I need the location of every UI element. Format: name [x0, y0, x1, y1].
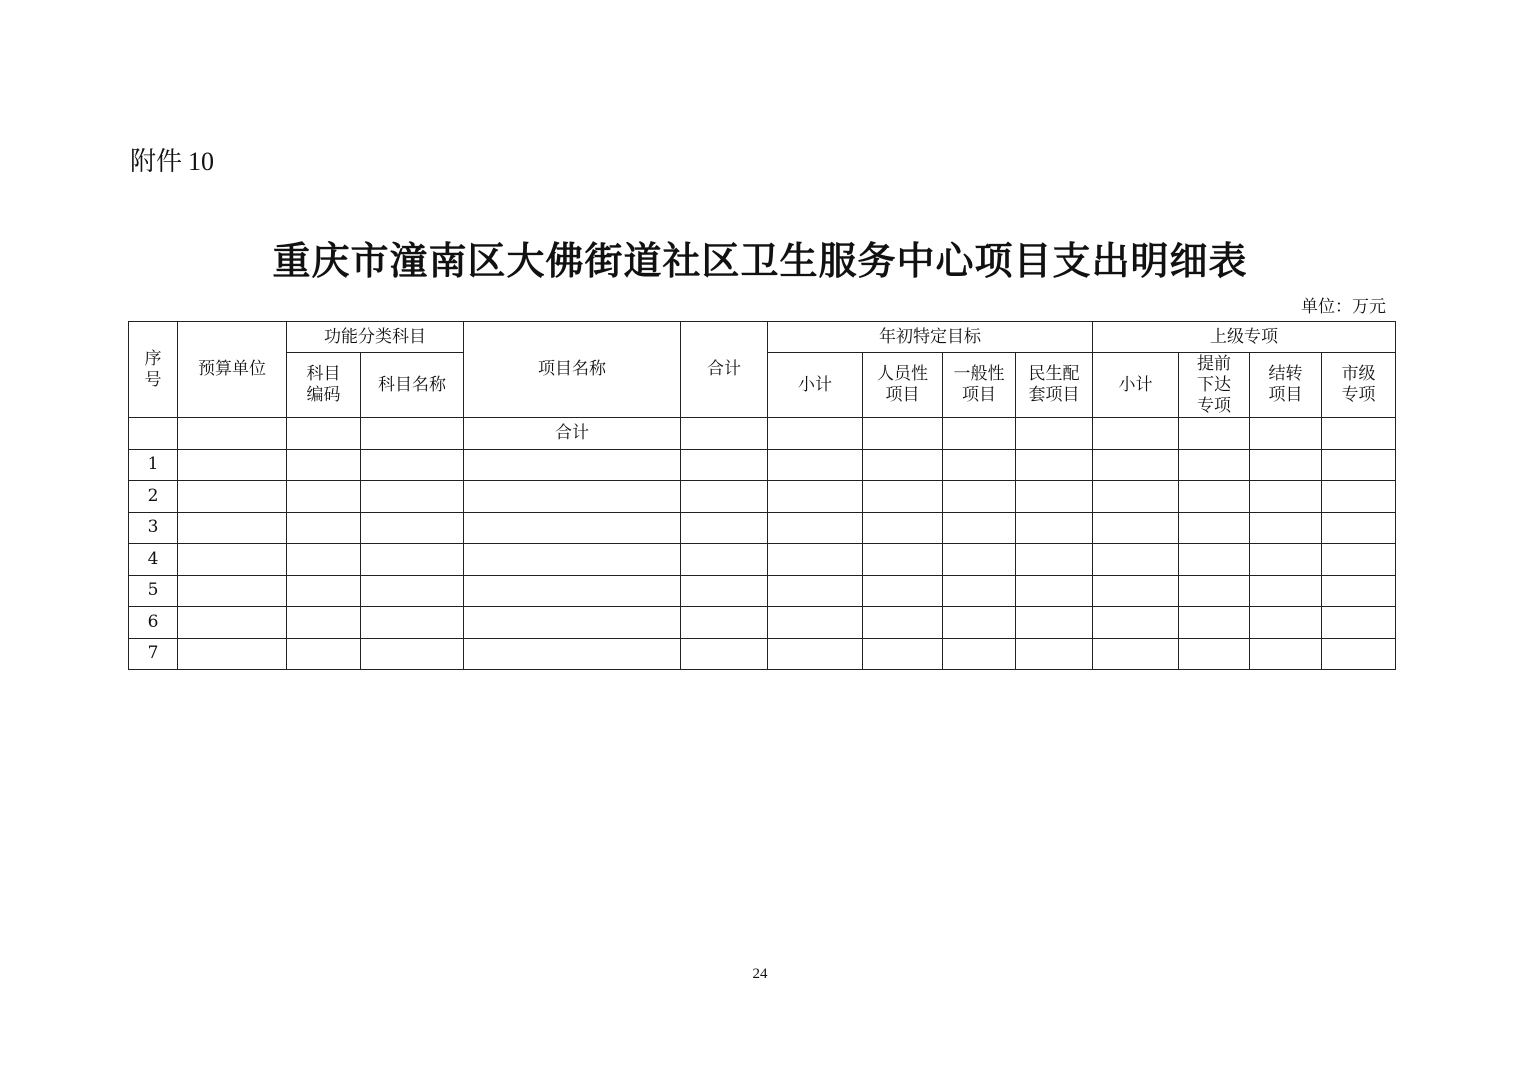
table-row	[129, 449, 1396, 481]
table-cell	[943, 575, 1016, 607]
table-cell	[863, 607, 943, 639]
header-seq: 序 号	[129, 322, 178, 418]
header-annual-group: 年初特定目标	[768, 322, 1093, 353]
table-cell	[1179, 512, 1250, 544]
table-cell	[681, 638, 768, 670]
table-cell	[1093, 638, 1179, 670]
table-cell	[681, 512, 768, 544]
table-cell	[768, 575, 863, 607]
table-cell	[287, 544, 361, 576]
table-cell	[1016, 449, 1093, 481]
table-cell	[943, 449, 1016, 481]
header-livelihood: 民生配 套项目	[1016, 353, 1093, 418]
table-cell	[1250, 638, 1322, 670]
table-cell	[464, 449, 681, 481]
table-cell	[1179, 607, 1250, 639]
header-superior-subtotal: 小计	[1093, 353, 1179, 418]
header-budget-unit: 预算单位	[178, 322, 287, 418]
header-personnel: 人员性 项目	[863, 353, 943, 418]
table-cell	[1250, 575, 1322, 607]
table-cell	[768, 512, 863, 544]
table-cell	[178, 512, 287, 544]
table-cell	[1093, 449, 1179, 481]
table-cell	[1322, 607, 1396, 639]
table-row	[129, 575, 1396, 607]
table-cell	[768, 607, 863, 639]
table-cell	[287, 512, 361, 544]
table-cell	[863, 512, 943, 544]
header-advance: 提前 下达 专项	[1179, 353, 1250, 418]
table-cell	[681, 449, 768, 481]
table-cell	[1093, 575, 1179, 607]
table-cell	[1322, 544, 1396, 576]
row-number: 1	[129, 449, 178, 481]
table-cell	[1322, 512, 1396, 544]
table-cell	[1016, 512, 1093, 544]
table-cell	[1322, 449, 1396, 481]
table-cell	[863, 481, 943, 513]
expenditure-table	[128, 321, 1396, 670]
table-cell	[464, 512, 681, 544]
table-cell	[1250, 481, 1322, 513]
header-superior-group: 上级专项	[1093, 322, 1396, 353]
table-cell	[1093, 481, 1179, 513]
table-cell	[1093, 544, 1179, 576]
attachment-text: 附件	[130, 147, 183, 177]
table-cell	[1179, 638, 1250, 670]
table-cell	[361, 638, 464, 670]
table-cell	[943, 607, 1016, 639]
table-cell	[1250, 449, 1322, 481]
table-row	[129, 638, 1396, 670]
table-cell	[1179, 449, 1250, 481]
table-cell	[681, 575, 768, 607]
table-cell	[863, 575, 943, 607]
table-cell	[1250, 512, 1322, 544]
header-total: 合计	[681, 322, 768, 418]
table-cell	[464, 544, 681, 576]
table-cell	[681, 544, 768, 576]
header-municipal: 市级 专项	[1322, 353, 1396, 418]
table-cell	[287, 575, 361, 607]
table-cell	[178, 607, 287, 639]
table-cell	[768, 449, 863, 481]
table-cell	[178, 481, 287, 513]
table-cell	[681, 481, 768, 513]
table-cell	[1016, 481, 1093, 513]
table-row	[129, 481, 1396, 513]
table-cell	[1179, 544, 1250, 576]
table-cell	[1179, 575, 1250, 607]
header-carryover: 结转 项目	[1250, 353, 1322, 418]
row-number: 6	[129, 607, 178, 639]
table-cell	[943, 544, 1016, 576]
table-cell	[361, 544, 464, 576]
table-cell	[361, 512, 464, 544]
row-number: 5	[129, 575, 178, 607]
table-cell	[863, 544, 943, 576]
table-row	[129, 512, 1396, 544]
table-cell	[1322, 575, 1396, 607]
table-cell	[943, 638, 1016, 670]
table-cell	[464, 638, 681, 670]
table-cell	[1093, 607, 1179, 639]
table-cell	[361, 449, 464, 481]
header-general: 一般性 项目	[943, 353, 1016, 418]
table-cell	[943, 481, 1016, 513]
table-row	[129, 607, 1396, 639]
table-cell	[1250, 607, 1322, 639]
row-number: 7	[129, 638, 178, 670]
row-number: 2	[129, 481, 178, 513]
table-cell	[1016, 638, 1093, 670]
table-cell	[464, 607, 681, 639]
table-cell	[287, 607, 361, 639]
table-cell	[1322, 481, 1396, 513]
unit-label: 单位：万元	[1301, 297, 1386, 317]
row-number: 3	[129, 512, 178, 544]
table-cell	[1016, 575, 1093, 607]
table-cell	[178, 449, 287, 481]
table-cell	[863, 449, 943, 481]
attachment-number: 10	[188, 147, 215, 176]
table-cell	[943, 512, 1016, 544]
table-row	[129, 544, 1396, 576]
header-function-group: 功能分类科目	[287, 322, 464, 353]
table-cell	[768, 544, 863, 576]
total-row-label: 合计	[464, 418, 681, 450]
attachment-label	[130, 146, 214, 178]
table-cell	[361, 481, 464, 513]
table-cell	[768, 481, 863, 513]
document-title: 重庆市潼南区大佛街道社区卫生服务中心项目支出明细表	[272, 238, 1248, 283]
table-cell	[178, 575, 287, 607]
table-cell	[361, 607, 464, 639]
page-number: 24	[752, 966, 768, 982]
table-cell	[287, 638, 361, 670]
table-cell	[1016, 607, 1093, 639]
total-row	[129, 418, 1396, 450]
table-cell	[464, 481, 681, 513]
row-number: 4	[129, 544, 178, 576]
table-cell	[287, 481, 361, 513]
header-project-name: 项目名称	[464, 322, 681, 418]
table-cell	[768, 638, 863, 670]
table-cell	[1179, 481, 1250, 513]
header-subject-name: 科目名称	[361, 353, 464, 418]
table-cell	[1016, 544, 1093, 576]
table-cell	[681, 607, 768, 639]
table-cell	[178, 638, 287, 670]
table-cell	[178, 544, 287, 576]
header-subject-code: 科目 编码	[287, 353, 361, 418]
table-cell	[464, 575, 681, 607]
table-cell	[1322, 638, 1396, 670]
table-cell	[287, 449, 361, 481]
table-cell	[1250, 544, 1322, 576]
header-annual-subtotal: 小计	[768, 353, 863, 418]
table-cell	[863, 638, 943, 670]
table-cell	[361, 575, 464, 607]
table-cell	[1093, 512, 1179, 544]
